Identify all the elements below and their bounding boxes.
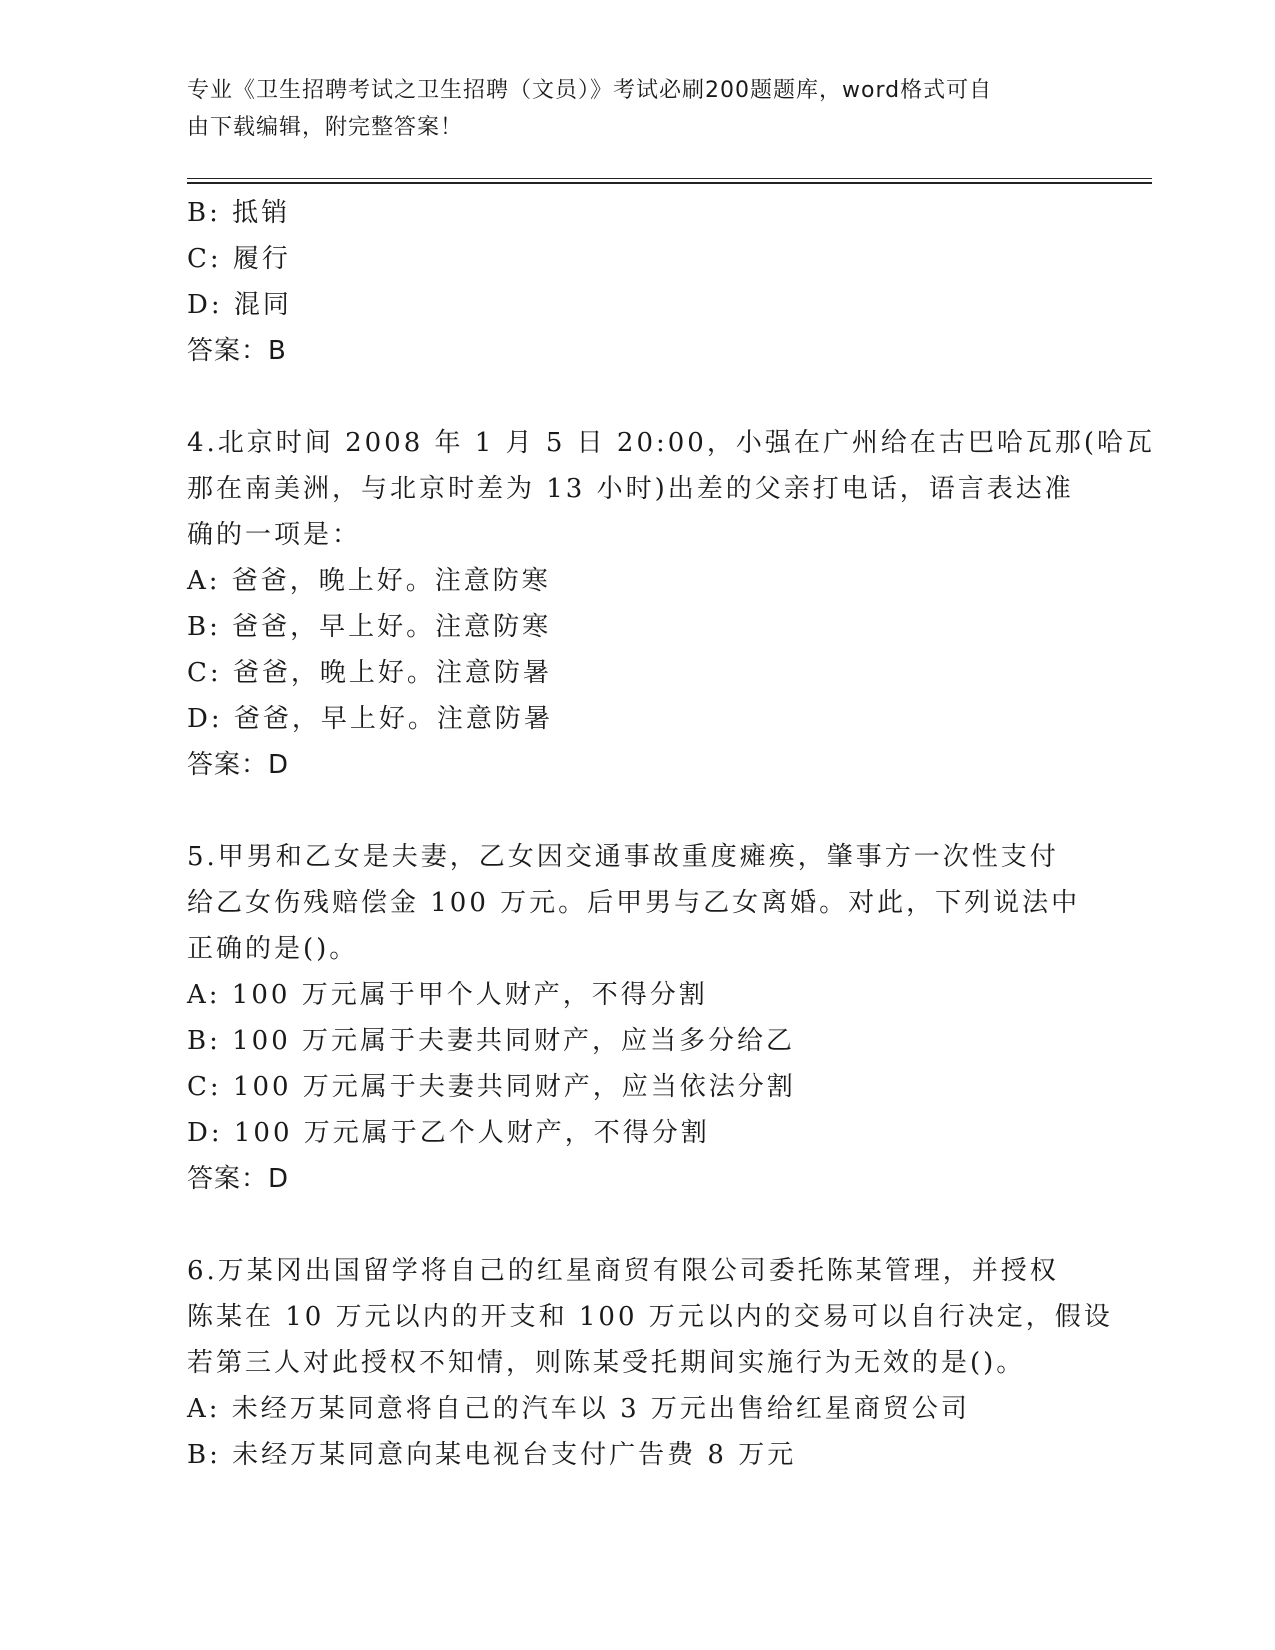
header-divider-thick [187, 182, 1152, 184]
question-stem: 给乙女伤残赔偿金 100 万元。后甲男与乙女离婚。对此，下列说法中 [187, 888, 1081, 918]
spacer [187, 1202, 1087, 1248]
option-a: A: 未经万某同意将自己的汽车以 3 万元出售给红星商贸公司 [187, 1394, 970, 1424]
answer: 答案：D [187, 750, 290, 780]
option-b: B: 抵销 [187, 198, 291, 228]
header-line-2: 由下载编辑，附完整答案！ [187, 115, 464, 140]
question-stem: 5.甲男和乙女是夫妻，乙女因交通事故重度瘫痪，肇事方一次性支付 [187, 842, 1059, 872]
header-line-1: 专业《卫生招聘考试之卫生招聘（文员）》考试必刷200题题库，word格式可自 [187, 78, 993, 103]
header-divider-thin [187, 178, 1152, 179]
spacer [187, 374, 1087, 420]
question-stem: 那在南美洲，与北京时差为 13 小时)出差的父亲打电话，语言表达准 [187, 474, 1074, 504]
answer: 答案：B [187, 336, 287, 366]
question-stem: 4.北京时间 2008 年 1 月 5 日 20:00，小强在广州给在古巴哈瓦那(哈瓦 [187, 428, 1155, 458]
option-c: C: 履行 [187, 244, 291, 274]
question-stem: 若第三人对此授权不知情，则陈某受托期间实施行为无效的是()。 [187, 1348, 1026, 1378]
option-a: A: 爸爸，晚上好。注意防寒 [187, 566, 551, 596]
document-header [187, 72, 1087, 146]
option-b: B: 爸爸，早上好。注意防寒 [187, 612, 552, 642]
option-b: B: 未经万某同意向某电视台支付广告费 8 万元 [187, 1440, 797, 1470]
question-4 [187, 420, 1155, 788]
option-d: D: 爸爸，早上好。注意防暑 [187, 704, 553, 734]
option-c: C: 爸爸，晚上好。注意防暑 [187, 658, 552, 688]
question-stem: 6.万某冈出国留学将自己的红星商贸有限公司委托陈某管理，并授权 [187, 1256, 1059, 1286]
question-6 [187, 1248, 1113, 1478]
question-stem: 确的一项是： [187, 520, 362, 550]
option-d: D: 混同 [187, 290, 292, 320]
question-5 [187, 834, 1087, 1202]
option-a: A: 100 万元属于甲个人财产，不得分割 [187, 980, 708, 1010]
option-c: C: 100 万元属于夫妻共同财产，应当依法分割 [187, 1072, 796, 1102]
question-3 [187, 190, 1087, 374]
option-b: B: 100 万元属于夫妻共同财产，应当多分给乙 [187, 1026, 796, 1056]
question-stem: 陈某在 10 万元以内的开支和 100 万元以内的交易可以自行决定，假设 [187, 1302, 1113, 1332]
answer: 答案：D [187, 1164, 290, 1194]
option-d: D: 100 万元属于乙个人财产，不得分割 [187, 1118, 710, 1148]
spacer [187, 788, 1087, 834]
question-list [187, 190, 1155, 1478]
question-stem: 正确的是()。 [187, 934, 359, 964]
